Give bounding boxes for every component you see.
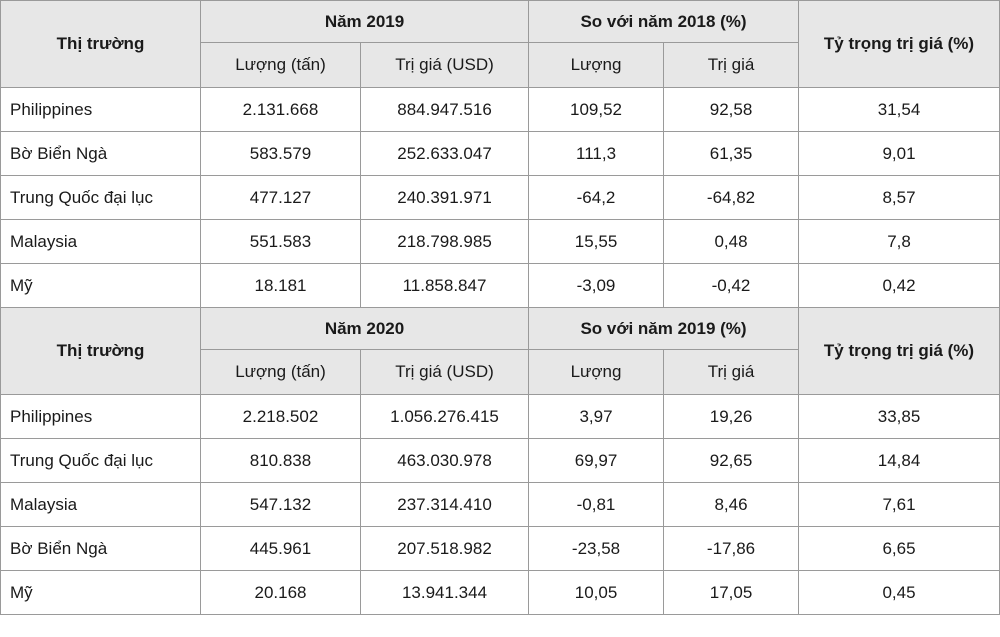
share-cell: 31,54 <box>799 88 1000 132</box>
value-share-header: Tỷ trọng trị giá (%) <box>799 1 1000 88</box>
share-cell: 9,01 <box>799 132 1000 176</box>
value-share-header: Tỷ trọng trị giá (%) <box>799 308 1000 395</box>
value-cell: 13.941.344 <box>361 571 529 615</box>
value-change-header: Trị giá <box>664 43 799 88</box>
volume-change-cell: 3,97 <box>529 395 664 439</box>
market-cell: Malaysia <box>1 483 201 527</box>
table-row <box>1 264 1000 308</box>
table-row <box>1 483 1000 527</box>
market-cell: Trung Quốc đại lục <box>1 439 201 483</box>
volume-change-cell: -64,2 <box>529 176 664 220</box>
volume-change-cell: 111,3 <box>529 132 664 176</box>
table-row <box>1 395 1000 439</box>
year-group-header: Năm 2020 <box>201 308 529 350</box>
value-change-cell: -0,42 <box>664 264 799 308</box>
value-change-cell: -17,86 <box>664 527 799 571</box>
volume-change-header: Lượng <box>529 43 664 88</box>
header-row <box>1 1 1000 43</box>
value-change-cell: -64,82 <box>664 176 799 220</box>
year-group-header: Năm 2019 <box>201 1 529 43</box>
value-cell: 240.391.971 <box>361 176 529 220</box>
table-row <box>1 220 1000 264</box>
share-cell: 0,45 <box>799 571 1000 615</box>
value-change-cell: 19,26 <box>664 395 799 439</box>
table-row <box>1 527 1000 571</box>
share-cell: 8,57 <box>799 176 1000 220</box>
volume-change-cell: 109,52 <box>529 88 664 132</box>
market-cell: Philippines <box>1 395 201 439</box>
value-usd-header: Trị giá (USD) <box>361 350 529 395</box>
value-usd-header: Trị giá (USD) <box>361 43 529 88</box>
volume-cell: 2.218.502 <box>201 395 361 439</box>
market-column-header: Thị trường <box>1 308 201 395</box>
value-change-cell: 61,35 <box>664 132 799 176</box>
value-change-cell: 8,46 <box>664 483 799 527</box>
header-row <box>1 308 1000 350</box>
volume-tonnes-header: Lượng (tấn) <box>201 350 361 395</box>
market-cell: Philippines <box>1 88 201 132</box>
table-row <box>1 88 1000 132</box>
market-cell: Trung Quốc đại lục <box>1 176 201 220</box>
share-cell: 33,85 <box>799 395 1000 439</box>
value-change-cell: 0,48 <box>664 220 799 264</box>
volume-change-cell: -0,81 <box>529 483 664 527</box>
value-cell: 218.798.985 <box>361 220 529 264</box>
share-cell: 7,61 <box>799 483 1000 527</box>
table-row <box>1 176 1000 220</box>
volume-change-cell: 15,55 <box>529 220 664 264</box>
volume-cell: 18.181 <box>201 264 361 308</box>
value-change-cell: 92,58 <box>664 88 799 132</box>
volume-cell: 20.168 <box>201 571 361 615</box>
value-cell: 11.858.847 <box>361 264 529 308</box>
volume-cell: 583.579 <box>201 132 361 176</box>
volume-cell: 551.583 <box>201 220 361 264</box>
volume-change-cell: 69,97 <box>529 439 664 483</box>
market-cell: Mỹ <box>1 571 201 615</box>
volume-cell: 547.132 <box>201 483 361 527</box>
table-row <box>1 571 1000 615</box>
comparison-group-header: So với năm 2019 (%) <box>529 308 799 350</box>
value-cell: 207.518.982 <box>361 527 529 571</box>
volume-change-cell: -3,09 <box>529 264 664 308</box>
volume-cell: 477.127 <box>201 176 361 220</box>
volume-change-cell: 10,05 <box>529 571 664 615</box>
value-change-cell: 17,05 <box>664 571 799 615</box>
volume-cell: 2.131.668 <box>201 88 361 132</box>
value-cell: 252.633.047 <box>361 132 529 176</box>
value-cell: 884.947.516 <box>361 88 529 132</box>
value-change-cell: 92,65 <box>664 439 799 483</box>
table-row <box>1 132 1000 176</box>
volume-tonnes-header: Lượng (tấn) <box>201 43 361 88</box>
comparison-group-header: So với năm 2018 (%) <box>529 1 799 43</box>
volume-cell: 810.838 <box>201 439 361 483</box>
market-cell: Mỹ <box>1 264 201 308</box>
market-cell: Malaysia <box>1 220 201 264</box>
share-cell: 7,8 <box>799 220 1000 264</box>
share-cell: 0,42 <box>799 264 1000 308</box>
volume-change-cell: -23,58 <box>529 527 664 571</box>
value-cell: 463.030.978 <box>361 439 529 483</box>
share-cell: 14,84 <box>799 439 1000 483</box>
volume-change-header: Lượng <box>529 350 664 395</box>
value-cell: 1.056.276.415 <box>361 395 529 439</box>
market-cell: Bờ Biển Ngà <box>1 527 201 571</box>
table-row <box>1 439 1000 483</box>
value-cell: 237.314.410 <box>361 483 529 527</box>
value-change-header: Trị giá <box>664 350 799 395</box>
market-column-header: Thị trường <box>1 1 201 88</box>
volume-cell: 445.961 <box>201 527 361 571</box>
share-cell: 6,65 <box>799 527 1000 571</box>
market-cell: Bờ Biển Ngà <box>1 132 201 176</box>
